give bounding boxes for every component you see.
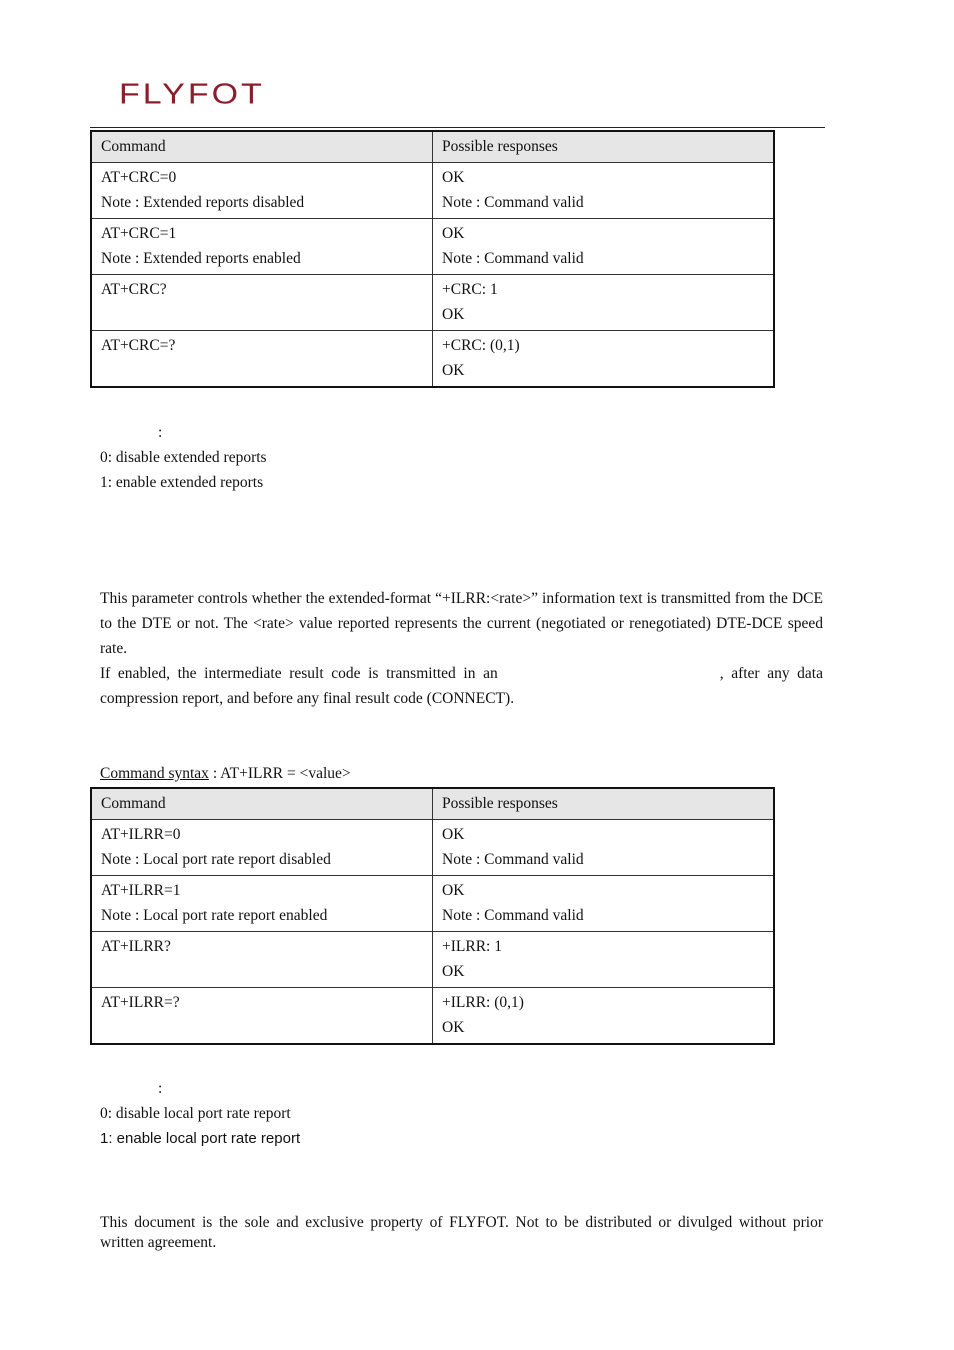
response-note: OK [442,362,465,379]
command-note: Note : Extended reports disabled [101,194,305,211]
footer-notice: This document is the sole and exclusive property of FLYFOT. Not to be distributed or divulged without prior written agreement. [100,1214,823,1251]
command-text: AT+ILRR? [101,938,171,955]
column-header-responses: Possible responses [433,131,775,163]
value-item: 0: disable extended reports [100,449,267,466]
response-note: OK [442,963,465,980]
table-row [91,275,774,331]
response-text: +ILRR: 1 [442,938,502,955]
value-item: 0: disable local port rate report [100,1105,291,1122]
description-text: , after any data compression report, and before any final result code (CONNECT). [100,665,823,707]
table-row [91,219,774,275]
response-cell [433,163,775,219]
table-row [91,163,774,219]
command-note: Note : Local port rate report enabled [101,907,328,924]
response-text: +CRC: 1 [442,281,498,298]
description-text: If enabled, the intermediate result code is transmitted in an [100,665,498,682]
command-cell [91,331,433,388]
command-cell [91,820,433,876]
table-row [91,876,774,932]
value-item: 1: enable local port rate report [100,1130,301,1147]
command-text: AT+CRC? [101,281,167,298]
response-text: OK [442,169,465,186]
response-cell [433,932,775,988]
response-text: OK [442,225,465,242]
response-note: Note : Command valid [442,194,584,211]
command-text: AT+ILRR=? [101,994,180,1011]
response-note: Note : Command valid [442,250,584,267]
command-cell [91,932,433,988]
response-cell [433,275,775,331]
table-row [91,988,774,1045]
response-cell [433,876,775,932]
response-note: Note : Command valid [442,851,584,868]
response-note: OK [442,1019,465,1036]
command-cell [91,163,433,219]
response-note: Note : Command valid [442,907,584,924]
command-cell [91,876,433,932]
response-cell [433,988,775,1045]
column-header-command: Command [91,788,433,820]
response-cell [433,331,775,388]
table-header-row [91,788,774,820]
command-cell [91,219,433,275]
response-cell [433,820,775,876]
header-rule [90,127,825,128]
values-colon: : [158,424,163,441]
command-cell [91,275,433,331]
command-note: Note : Extended reports enabled [101,250,301,267]
ilrr-description-2 [100,661,823,711]
table-row [91,331,774,388]
command-text: AT+CRC=? [101,337,176,354]
ilrr-command-table [90,787,775,1045]
values-colon: : [158,1080,163,1097]
table-row [91,820,774,876]
command-syntax-value: : AT+ILRR = <value> [208,765,351,782]
table-row [91,932,774,988]
column-header-responses: Possible responses [433,788,775,820]
response-text: +CRC: (0,1) [442,337,520,354]
flyfot-logo: FLYFOT [119,78,265,111]
table-header-row [91,131,774,163]
response-text: OK [442,882,465,899]
ilrr-description: This parameter controls whether the extended-format “+ILRR:<rate>” information text is transmitted from the DCE to the DTE or not. The <rate> value reported represents the current (negotiated or renegotiated) DTE-DCE speed rate. [100,590,823,657]
command-text: AT+ILRR=0 [101,826,181,843]
command-text: AT+CRC=1 [101,225,177,242]
value-item: 1: enable extended reports [100,474,264,491]
crc-command-table [90,130,775,388]
response-text: +ILRR: (0,1) [442,994,524,1011]
command-note: Note : Local port rate report disabled [101,851,331,868]
command-cell [91,988,433,1045]
response-note: OK [442,306,465,323]
response-text: OK [442,826,465,843]
command-text: AT+CRC=0 [101,169,177,186]
command-text: AT+ILRR=1 [101,882,181,899]
command-syntax-label: Command syntax [100,765,209,782]
response-cell [433,219,775,275]
command-syntax [100,761,351,786]
column-header-command: Command [91,131,433,163]
